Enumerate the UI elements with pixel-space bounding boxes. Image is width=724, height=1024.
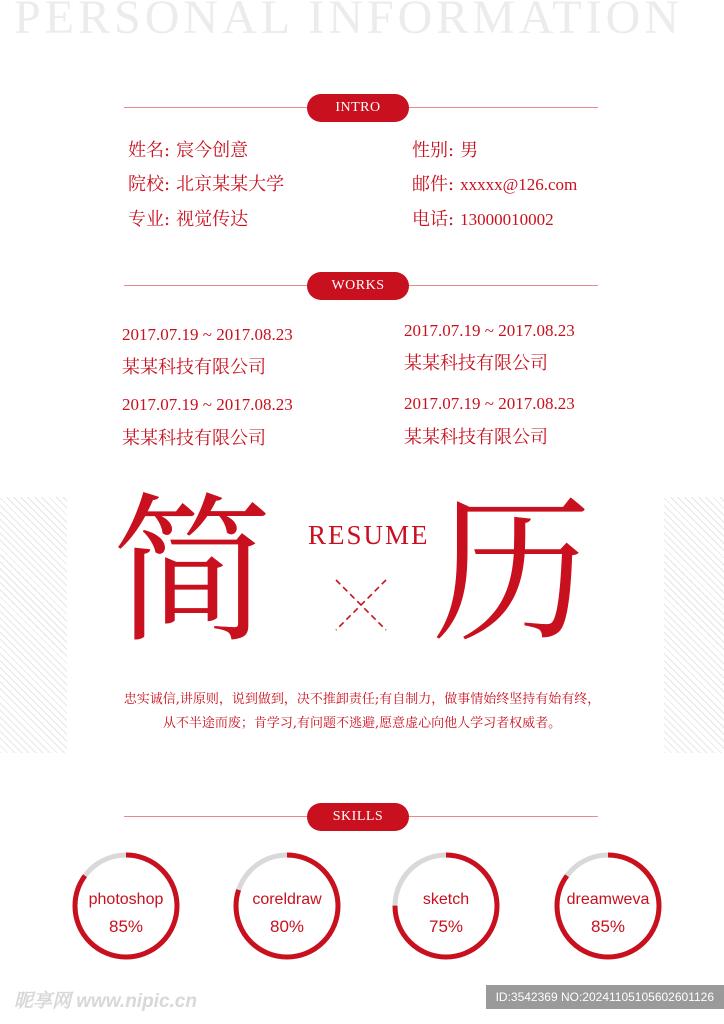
site-watermark-logo: 昵享网 www.nipic.cn <box>14 991 197 1012</box>
gender-label: 性别: <box>412 140 455 161</box>
skill-photoshop-percent: 85% <box>108 917 144 936</box>
skill-sketch-name: sketch <box>422 891 470 908</box>
school-label: 院校: <box>128 174 171 195</box>
work-3-company: 某某科技有限公司 <box>122 428 266 449</box>
skill-dreamweva-percent: 85% <box>590 917 626 936</box>
skills-section-pill: SKILLS <box>307 803 409 831</box>
skill-photoshop-name: photoshop <box>88 891 164 908</box>
image-id-badge: ID:3542369 NO:20241105105602601126 <box>486 985 724 1009</box>
cross-icon <box>332 576 390 634</box>
work-4-date: 2017.07.19 ~ 2017.08.23 <box>404 394 575 413</box>
phone-value: 13000010002 <box>460 210 554 229</box>
work-2-company: 某某科技有限公司 <box>404 353 548 374</box>
name-value: 宸今创意 <box>176 140 249 161</box>
background-watermark-text: PERSONAL INFORMATION <box>14 0 683 44</box>
skill-sketch <box>390 850 502 962</box>
email-row <box>412 170 577 196</box>
major-value: 视觉传达 <box>176 209 249 230</box>
gender-row <box>412 136 478 162</box>
work-2-date: 2017.07.19 ~ 2017.08.23 <box>404 321 575 340</box>
hero-char-right: 历 <box>432 478 593 665</box>
school-row <box>128 170 284 196</box>
work-4-company: 某某科技有限公司 <box>404 427 548 448</box>
work-1-company: 某某科技有限公司 <box>122 357 266 378</box>
phone-row <box>412 205 554 231</box>
skill-sketch-percent: 75% <box>428 917 464 936</box>
email-value[interactable]: xxxxx@126.com <box>460 175 578 194</box>
name-label: 姓名: <box>128 140 171 161</box>
email-label: 邮件: <box>412 174 455 195</box>
resume-title: RESUME <box>308 520 430 550</box>
major-label: 专业: <box>128 209 171 230</box>
major-row <box>128 205 248 231</box>
phone-label: 电话: <box>412 209 455 230</box>
skill-dreamweva <box>552 850 664 962</box>
skill-coreldraw <box>231 850 343 962</box>
skill-dreamweva-name: dreamweva <box>566 891 650 908</box>
work-3-date: 2017.07.19 ~ 2017.08.23 <box>122 395 293 414</box>
school-value: 北京某某大学 <box>176 174 285 195</box>
skill-coreldraw-percent: 80% <box>269 917 305 936</box>
hero-char-left: 简 <box>112 478 273 665</box>
gender-value: 男 <box>460 140 479 161</box>
skill-coreldraw-name: coreldraw <box>252 891 322 908</box>
skill-photoshop <box>70 850 182 962</box>
intro-section-pill: INTRO <box>307 94 409 122</box>
left-hatch-pattern <box>0 497 67 753</box>
works-section-pill: WORKS <box>307 272 409 300</box>
right-hatch-pattern <box>664 497 724 753</box>
self-description: 忠实诚信,讲原则，说到做到，决不推卸责任;有自制力，做事情始终坚持有始有终，从不半途而废；肯学习,有问题不逃避,愿意虚心向他人学习者权威者。 <box>123 692 601 731</box>
work-1-date: 2017.07.19 ~ 2017.08.23 <box>122 325 293 344</box>
name-row <box>128 136 248 162</box>
